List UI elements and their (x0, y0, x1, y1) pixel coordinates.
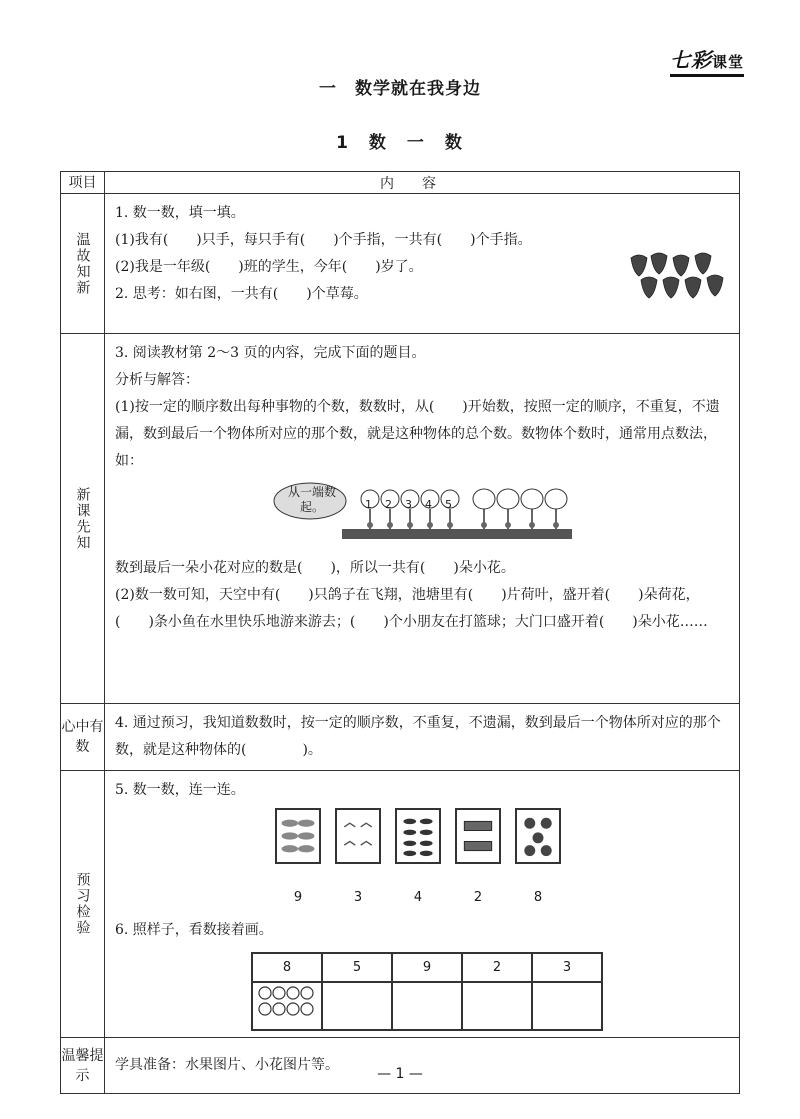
section-check (61, 771, 740, 1038)
draw-cell[interactable] (532, 982, 602, 1030)
unit-title: 一 数学就在我身边 (319, 79, 481, 99)
match-number[interactable]: 2 (473, 890, 483, 905)
match-number[interactable]: 3 (353, 890, 363, 905)
draw-cell[interactable] (322, 982, 392, 1030)
text-line: (1)我有( )只手，每只手有( )个手指，一共有( )个手指。 (115, 232, 532, 248)
section-review (61, 194, 740, 334)
draw-cell[interactable] (462, 982, 532, 1030)
speech-bubble-text: 从一端数起。 (287, 485, 336, 514)
text-line: 数到最后一朵小花对应的数是( )，所以一共有( )朵小花。 (115, 560, 515, 576)
draw-table (251, 952, 603, 1031)
text-line: 3. 阅读教材第 2～3 页的内容，完成下面的题目。 (115, 345, 426, 361)
draw-header: 9 (392, 953, 462, 982)
match-item[interactable] (455, 808, 501, 911)
header-content: 内容 (105, 172, 740, 194)
strawberry-image (623, 250, 733, 306)
flower-counting-figure (272, 479, 572, 549)
text-line: 2. 思考：如右图，一共有( )个草莓。 (115, 286, 368, 302)
text-line: 4. 通过预习，我知道数数时，按一定的顺序数，不重复，不遗漏，数到最后一个物体所对应的那个数，就是这种物体的( )。 (115, 715, 721, 758)
fish-picture (395, 808, 441, 864)
section-summary (61, 704, 740, 771)
text-line: 5. 数一数，连一连。 (115, 782, 245, 798)
draw-header: 8 (252, 953, 322, 982)
match-item[interactable] (275, 808, 321, 911)
match-number[interactable]: 9 (293, 890, 303, 905)
flower-number: 2 (385, 498, 392, 511)
squirrels-picture (515, 808, 561, 864)
draw-example-circles (252, 982, 322, 1030)
match-item[interactable] (515, 808, 561, 911)
draw-header: 5 (322, 953, 392, 982)
worksheet-table (60, 171, 740, 1094)
flower-number: 1 (365, 498, 372, 511)
boxes-picture (455, 808, 501, 864)
match-item[interactable] (395, 808, 441, 911)
table-header-row (61, 172, 740, 194)
section-label: 新课先知 (61, 334, 105, 704)
flower-number: 4 (425, 498, 432, 511)
draw-header: 3 (532, 953, 602, 982)
section-label: 温故知新 (61, 194, 105, 334)
flower-number: 5 (445, 498, 452, 511)
match-number[interactable]: 4 (413, 890, 423, 905)
draw-header: 2 (462, 953, 532, 982)
draw-cell[interactable] (392, 982, 462, 1030)
section-label: 温馨提示 (61, 1038, 105, 1094)
text-line: (2)数一数可知，天空中有( )只鸽子在飞翔，池塘里有( )片荷叶，盛开着( )朵荷花，( )条小鱼在水里快乐地游来游去；( )个小朋友在打篮球；大门口盛开着( )朵小花…… (115, 587, 708, 630)
section-label: 心中有数 (61, 704, 105, 771)
page-number: — 1 — (377, 1066, 423, 1082)
header-item: 项目 (61, 172, 105, 194)
brand-logo: 七彩课堂 (670, 44, 744, 77)
text-line: (2)我是一年级( )班的学生，今年( )岁了。 (115, 259, 423, 275)
leaves-picture (275, 808, 321, 864)
text-line: 分析与解答： (115, 372, 199, 388)
circle-icon (257, 983, 317, 1019)
text-line: 学具准备：水果图片、小花图片等。 (115, 1057, 339, 1073)
section-preview (61, 334, 740, 704)
birds-picture (335, 808, 381, 864)
match-pictures (275, 808, 729, 911)
match-item[interactable] (335, 808, 381, 911)
lesson-title: 1 数 一 数 (336, 133, 464, 153)
match-number[interactable]: 8 (533, 890, 543, 905)
flower-number: 3 (405, 498, 412, 511)
text-line: 1. 数一数，填一填。 (115, 205, 245, 221)
text-line: 6. 照样子，看数接着画。 (115, 922, 273, 938)
section-label: 预习检验 (61, 771, 105, 1038)
text-line: (1)按一定的顺序数出每种事物的个数，数数时，从( )开始数，按照一定的顺序，不重复，不遗漏，数到最后一个物体所对应的那个数，就是这种物体的总个数。数物体个数时，通常用点数法，如： (115, 399, 720, 469)
